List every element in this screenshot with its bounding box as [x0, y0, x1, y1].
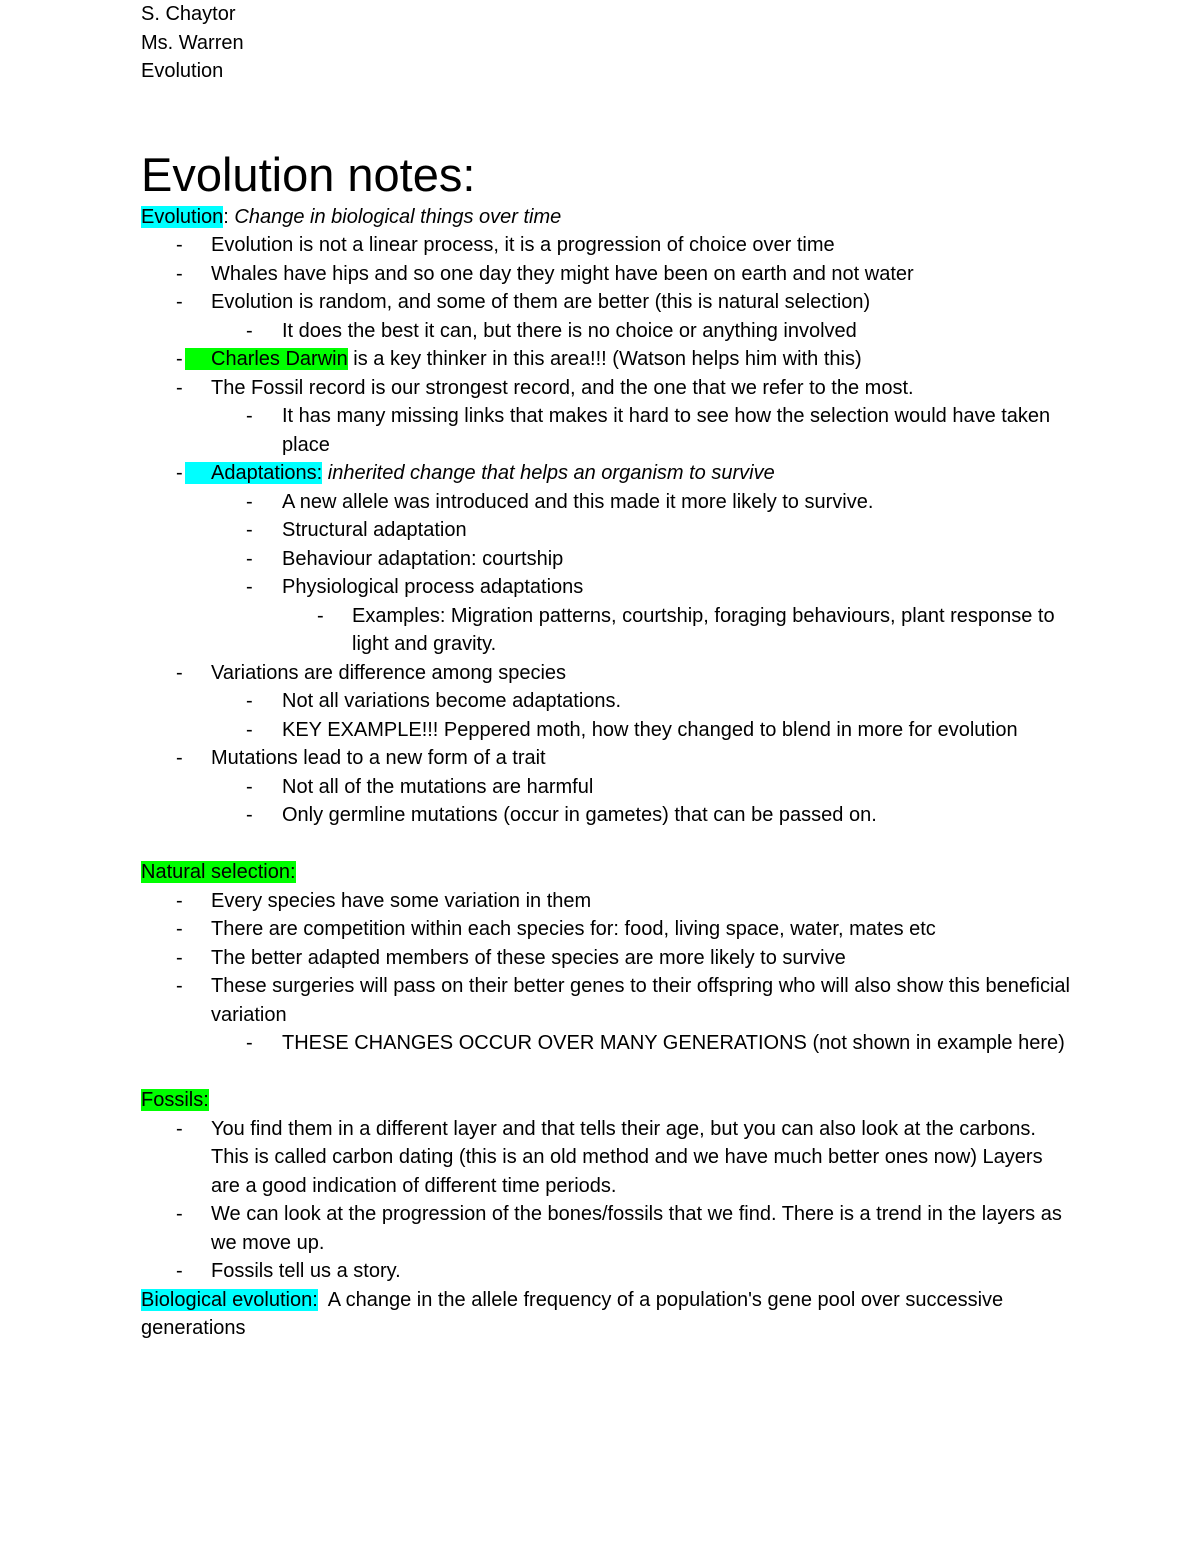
bullet-dash: - — [176, 1260, 183, 1282]
list-item: - Variations are difference among species — [141, 659, 1071, 688]
list-item: - Examples: Migration patterns, courtship, foraging behaviours, plant response to light and gravity. — [141, 602, 1071, 659]
bullet-dash: - — [176, 376, 183, 399]
bullet-dash: - — [176, 1117, 183, 1140]
list-item: - There are competition within each species for: food, living space, water, mates etc — [141, 915, 1071, 944]
list-item: - Not all variations become adaptations. — [141, 687, 1071, 716]
list-item: - The Fossil record is our strongest record, and the one that we refer to the most. — [141, 374, 1071, 403]
list-item: - Evolution is random, and some of them are better (this is natural selection) — [141, 288, 1071, 317]
list-item: - KEY EXAMPLE!!! Peppered moth, how they changed to blend in more for evolution — [141, 716, 1071, 745]
list-item: - You find them in a different layer and that tells their age, but you can also look at the carbons. This is called carbon dating (this is an old method and we have much better ones now) Layers are a good indication of different time periods. — [141, 1115, 1071, 1201]
document-body — [141, 0, 1071, 1343]
highlight-adaptations: Adaptations: — [185, 462, 322, 484]
fossils-heading: Fossils: — [141, 1089, 209, 1111]
list-item: - Fossils tell us a story. — [141, 1257, 1071, 1286]
list-item: - Only germline mutations (occur in gametes) that can be passed on. — [141, 801, 1071, 830]
list-item: - Physiological process adaptations — [141, 573, 1071, 602]
list-item: - These surgeries will pass on their better genes to their offspring who will also show this beneficial variation — [141, 972, 1071, 1029]
list-item: - We can look at the progression of the bones/fossils that we find. There is a trend in the layers as we move up. — [141, 1200, 1071, 1257]
list-item: - Structural adaptation — [141, 516, 1071, 545]
list-item: - Mutations lead to a new form of a trait — [141, 744, 1071, 773]
bullet-dash: - — [176, 291, 183, 313]
list-item: - It does the best it can, but there is no choice or anything involved — [141, 317, 1071, 346]
subject-name: Evolution — [141, 60, 224, 82]
list-item: - A new allele was introduced and this made it more likely to survive. — [141, 488, 1071, 517]
list-item: - Adaptations: inherited change that helps an organism to survive — [141, 459, 1071, 488]
list-item: - Not all of the mutations are harmful — [141, 773, 1071, 802]
highlight-charles-darwin: Charles Darwin — [185, 348, 348, 370]
evolution-term: Evolution — [141, 205, 224, 228]
list-item: - The better adapted members of these species are more likely to survive — [141, 944, 1071, 973]
bullet-dash: - — [176, 661, 183, 684]
bullet-dash: - — [176, 1203, 183, 1225]
natural-selection-heading: Natural selection: — [141, 861, 296, 883]
list-item: - Behaviour adaptation: courtship — [141, 545, 1071, 574]
spacer — [141, 1058, 1071, 1087]
bullet-dash: - — [246, 775, 253, 798]
bullet-dash: - — [317, 604, 324, 627]
bullet-dash: - — [246, 1032, 253, 1054]
bullet-dash: - — [176, 975, 183, 997]
bullet-dash: - — [246, 804, 253, 826]
page-title: Evolution notes: — [141, 147, 476, 201]
evolution-definition: Evolution: Change in biological things over time — [141, 205, 562, 228]
bullet-dash: - — [246, 718, 253, 741]
bullet-dash: - — [246, 519, 253, 541]
bullet-dash: - — [176, 348, 183, 370]
list-item: - THESE CHANGES OCCUR OVER MANY GENERATIONS (not shown in example here) — [141, 1029, 1071, 1058]
author-name: S. Chaytor — [141, 3, 236, 25]
list-item: - Evolution is not a linear process, it is a progression of choice over time — [141, 231, 1071, 260]
bullet-dash: - — [176, 747, 183, 769]
biological-evolution-definition: Biological evolution: A change in the allele frequency of a population's gene pool over successive generations — [141, 1288, 1009, 1339]
bullet-dash: - — [176, 889, 183, 912]
list-item: - Charles Darwin is a key thinker in this area!!! (Watson helps him with this) — [141, 345, 1071, 374]
bullet-dash: - — [246, 319, 253, 342]
teacher-name: Ms. Warren — [141, 31, 244, 54]
bullet-dash: - — [176, 918, 183, 940]
bullet-dash: - — [246, 490, 253, 513]
bullet-dash: - — [176, 262, 183, 285]
list-item: - Whales have hips and so one day they might have been on earth and not water — [141, 260, 1071, 289]
bullet-dash: - — [246, 405, 253, 427]
list-item: - It has many missing links that makes it hard to see how the selection would have taken place — [141, 402, 1071, 459]
bullet-dash: - — [176, 462, 183, 484]
bullet-dash: - — [176, 234, 183, 256]
bullet-dash: - — [176, 946, 183, 969]
biological-evolution-term: Biological evolution: — [141, 1288, 318, 1311]
bullet-dash: - — [246, 547, 253, 570]
spacer — [141, 830, 1071, 859]
bullet-dash: - — [246, 576, 253, 598]
list-item: - Every species have some variation in them — [141, 887, 1071, 916]
bullet-dash: - — [246, 690, 253, 712]
evolution-definition-text: Change in biological things over time — [234, 205, 562, 228]
